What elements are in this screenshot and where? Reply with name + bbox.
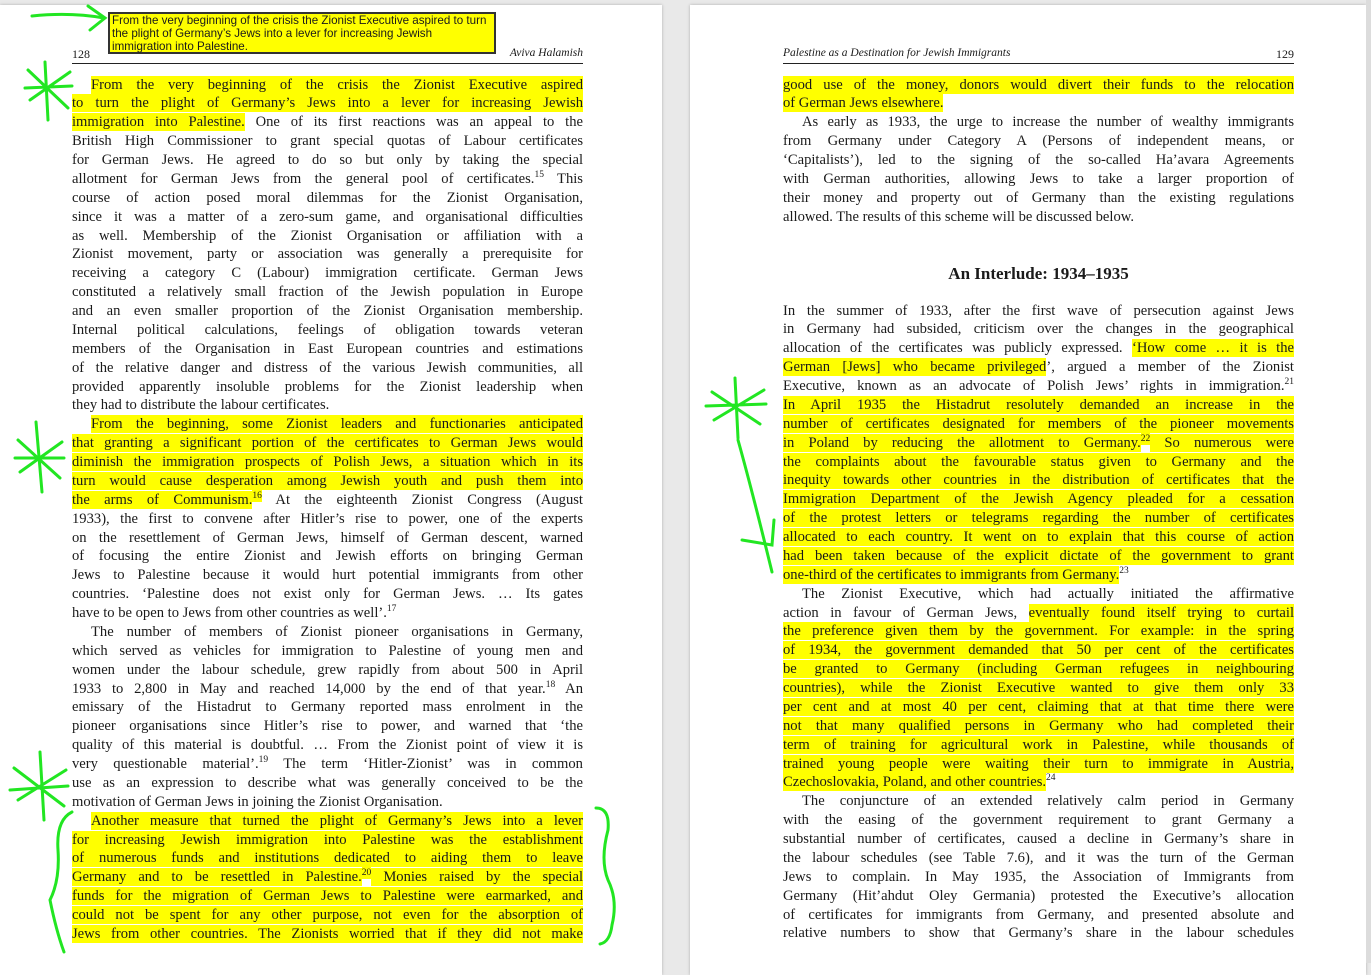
text-line (783, 660, 1294, 679)
text-line (783, 434, 1294, 453)
highlighted-text: So numerous were (1150, 434, 1294, 451)
text-segment: their money and property out of Germany than the existing regulations (783, 189, 1294, 206)
text-line (72, 151, 583, 170)
text-line (72, 717, 583, 736)
highlighted-text: per cent and at most 40 per cent, claiming that at that time there were (783, 698, 1294, 715)
text-line (72, 585, 583, 604)
text-segment: from Germany under Category A (Persons of independent means, or (783, 133, 1294, 150)
text-line (783, 320, 1294, 339)
text-line (72, 472, 583, 491)
text-line (783, 377, 1294, 396)
text-line (783, 547, 1294, 566)
text-line (72, 245, 583, 264)
text-line (783, 94, 1294, 113)
text-line (783, 679, 1294, 698)
text-line (783, 698, 1294, 717)
text-line (72, 566, 583, 585)
text-line (72, 831, 583, 850)
text-segment: constituted a relatively small fraction of the Jewish population in Europe (72, 284, 583, 301)
text-segment: since it was a matter of a zero-sum game, and organisational difficulties (72, 208, 583, 225)
text-line (72, 680, 583, 699)
text-line (783, 358, 1294, 377)
text-segment: allowed. The results of this scheme will be discussed below. (783, 208, 1134, 225)
text-segment: receiving a category C (Labour) immigration certificate. German Jews (72, 265, 583, 282)
text-line (783, 302, 1294, 321)
text-line (72, 340, 583, 359)
text-segment: use as an expression to describe what was generally conceived to be the (72, 774, 583, 791)
text-line (783, 189, 1294, 208)
highlighted-text: not that many qualified persons in Germany who had completed their (783, 717, 1294, 734)
text-segment: countries. ‘Palestine does not exist only for German Jews. … Its gates (72, 586, 583, 603)
running-head-title: Palestine as a Destination for Jewish Immigrants (783, 47, 1011, 59)
text-segment: members of the Organisation in East European countries and estimations (72, 340, 583, 357)
text-segment: Jews to Palestine because it would hurt potential immigrants from other (72, 567, 583, 584)
text-line (72, 887, 583, 906)
text-line (72, 321, 583, 340)
text-line (72, 227, 583, 246)
text-segment: in Germany had subsided, criticism over the changes in the geographical (783, 321, 1294, 338)
text-segment: and an even smaller proportion of the Zionist Organisation membership. (72, 303, 583, 319)
text-line (783, 830, 1294, 849)
text-line (783, 509, 1294, 528)
highlighted-text: could not be spent for any other purpose, not even for the absorption of (72, 907, 583, 923)
text-line (72, 736, 583, 755)
text-segment: with German authorities, allowing Jews to take a larger proportion of (783, 170, 1294, 187)
text-segment: ’, argued a member of the Zionist (1046, 359, 1294, 376)
text-line (72, 698, 583, 717)
footnote-ref[interactable]: 18 (545, 679, 556, 690)
highlighted-text: number of certificates designated for members of the pioneer movements (783, 415, 1294, 432)
highlighted-text: had been taken because of the explicit dictate of the government to grant (783, 547, 1294, 564)
text-segment: Zionist movement, party or association was generally a prerequisite for (72, 246, 583, 263)
highlighted-text: the complaints about the favourable status given to Germany and the (783, 453, 1294, 470)
highlighted-text: From the very beginning of the crisis the Zionist Executive aspired (91, 76, 583, 93)
highlighted-text: of 1934, the government demanded that 50 per cent of the certificates (783, 642, 1294, 659)
text-line (783, 736, 1294, 755)
text-segment: ‘Capitalists’), led to the signing of the so-called Ha’avara Agreements (783, 152, 1294, 168)
text-segment: Germany (Hit’ahdut Oley Germania) protested the Executive’s allocation (783, 887, 1294, 904)
text-segment: Internal political calculations, feelings of obligation towards veteran (72, 321, 583, 338)
text-line (72, 547, 583, 566)
annotation-note[interactable]: From the very beginning of the crisis the Zionist Executive aspired to turn the plight of Germany’s Jews into a lever for increasing Jewish immigration into Palestine. (108, 12, 496, 54)
highlighted-text: Germany and to be resettled in Palestine. (72, 869, 362, 886)
page-number: 128 (72, 47, 90, 61)
text-line (783, 755, 1294, 774)
page-number: 129 (1276, 47, 1294, 61)
text-line (783, 132, 1294, 151)
highlighted-text: countries), while the Zionist Executive wanted to give them only 33 (783, 680, 1294, 696)
text-line (783, 76, 1294, 95)
text-segment: The conjuncture of an extended relatively calm period in Germany (802, 793, 1294, 810)
highlighted-text: In April 1935 the Histadrut resolutely demanded an increase in the (783, 396, 1294, 413)
text-line (783, 396, 1294, 415)
text-line (72, 661, 583, 680)
text-line (783, 113, 1294, 132)
text-segment: course of action posed moral dilemmas for the Zionist Organisation, (72, 189, 583, 206)
text-line (72, 812, 583, 831)
highlighted-text: eventually found itself trying to curtail (1028, 604, 1294, 621)
text-line (72, 208, 583, 227)
text-line (783, 208, 1294, 227)
highlighted-text: to turn the plight of Germany’s Jews into a lever for increasing Jewish (72, 95, 583, 112)
text-line (783, 604, 1294, 623)
body-text (783, 76, 1294, 227)
footnote-ref[interactable]: 21 (1284, 377, 1294, 387)
text-segment: One of its first reactions was an appeal to the (244, 114, 583, 131)
text-line (72, 302, 583, 321)
text-segment: relative numbers to show that Germany’s share in the labour schedules (783, 925, 1294, 942)
highlighted-text: diminish the immigration prospects of Polish Jews, a situation which in its (72, 454, 583, 470)
text-line (72, 434, 583, 453)
text-line (72, 113, 583, 132)
text-segment: 1933), the first to convene after Hitler’s rise to power, one of the experts (72, 510, 583, 527)
highlighted-text: of numerous funds and institutions dedicated to aiding them to leave (72, 850, 583, 867)
text-line (783, 773, 1294, 792)
text-segment: have to be open to Jews from other countries as well’. (72, 605, 387, 621)
text-line (72, 849, 583, 868)
footnote-ref[interactable]: 23 (1119, 565, 1129, 576)
text-segment: the labour schedules (see Table 7.6), and it was the turn of the German (783, 849, 1294, 866)
text-line (783, 849, 1294, 868)
text-line (72, 868, 583, 887)
highlighted-text: be granted to Germany (including German refugees in neighbouring (783, 661, 1294, 678)
text-line (72, 491, 583, 510)
text-line (783, 868, 1294, 887)
text-segment: as well. Membership of the Zionist Organisation or affiliation with a (72, 227, 583, 244)
page-128 (0, 5, 662, 975)
section-heading: An Interlude: 1934–1935 (948, 264, 1129, 283)
text-line (783, 887, 1294, 906)
text-segment: pioneer organisations since Hitler’s rise to power, and warned that ‘the (72, 718, 583, 735)
text-segment: substantial number of certificates, caused a decline in Germany’s share in (783, 831, 1294, 847)
footnote-ref[interactable]: 22 (1140, 433, 1151, 444)
highlighted-text: Jews from other countries. The Zionists worried that if they did not make (72, 925, 583, 942)
text-segment: allotment for German Jews from the general pool of certificates. (72, 170, 535, 187)
body-text (783, 302, 1294, 944)
text-segment: with the easing of the government requirement to grant Germany a (783, 812, 1294, 829)
text-line (72, 906, 583, 925)
highlighted-text: turn would cause desperation among Jewish youth and push them into (72, 472, 583, 489)
text-segment: An (555, 680, 583, 697)
highlighted-text: for increasing Jewish immigration into Palestine was the establishment (72, 831, 583, 848)
text-segment: women under the labour schedule, grew rapidly from about 500 in April (72, 661, 583, 678)
highlighted-text: Czechoslovakia, Poland, and other countries. (783, 774, 1047, 791)
text-segment: This (543, 170, 583, 187)
text-segment: British High Commissioner to grant special quotas of Labour certificates (72, 133, 583, 150)
text-line (783, 170, 1294, 189)
text-line (783, 453, 1294, 472)
text-segment: As early as 1933, the urge to increase the number of wealthy immigrants (802, 114, 1294, 131)
running-head-title: Aviva Halamish (509, 47, 583, 59)
highlighted-text: the preference given them by the government. For example: in the spring (783, 623, 1294, 640)
text-segment: At the eighteenth Zionist Congress (August (261, 491, 583, 508)
highlighted-text: German [Jews] who became privileged (783, 359, 1047, 376)
text-segment: quality of this material is doubtful. … From the Zionist point of view it is (72, 737, 583, 754)
text-line (72, 359, 583, 378)
text-line (783, 585, 1294, 604)
text-line (72, 453, 583, 472)
text-line (72, 793, 583, 812)
text-line (72, 189, 583, 208)
text-line (783, 792, 1294, 811)
highlighted-text: one-third of the certificates to immigrants from Germany. (783, 566, 1120, 583)
text-line (72, 642, 583, 661)
body-text (72, 76, 583, 944)
text-segment: of the relative danger and distress of the various Jewish communities, all (72, 359, 583, 376)
text-line (783, 490, 1294, 509)
highlighted-text: From the beginning, some Zionist leaders and functionaries anticipated (91, 416, 583, 433)
text-segment: very questionable material’. (72, 756, 259, 772)
text-segment: on the resettlement of German Jews, himself of German descent, warned (72, 529, 583, 546)
text-line (72, 170, 583, 189)
highlighted-text: term of training for agricultural work in Palestine, while thousands of (783, 736, 1294, 753)
text-segment: they had to distribute the labour certificates. (72, 397, 330, 414)
text-line (72, 76, 583, 95)
text-line (72, 529, 583, 548)
text-segment: allocation of the certificates was publicly expressed. (783, 340, 1132, 357)
text-line (72, 378, 583, 397)
text-segment: Executive, known as an advocate of Polish Jews’ rights in immigration. (783, 378, 1285, 394)
scrollbar[interactable] (1366, 0, 1371, 963)
text-line (72, 94, 583, 113)
text-segment: In the summer of 1933, after the first wave of persecution against Jews (783, 302, 1294, 319)
text-line (72, 510, 583, 529)
text-line (783, 906, 1294, 925)
footnote-ref[interactable]: 16 (252, 490, 262, 501)
footnote-ref[interactable]: 24 (1046, 773, 1056, 784)
text-line (783, 566, 1294, 585)
text-segment: of focusing the entire Zionist and Jewish efforts on bringing German (72, 548, 583, 565)
text-line (783, 528, 1294, 547)
text-segment: The number of members of Zionist pioneer organisations in Germany, (91, 623, 583, 640)
highlighted-text: immigration into Palestine. (72, 114, 245, 131)
footnote-ref[interactable]: 19 (258, 755, 269, 765)
text-line (72, 604, 583, 623)
text-segment: of certificates for immigrants from Germany, and presented absolute and (783, 906, 1294, 923)
text-line (783, 641, 1294, 660)
text-segment: motivation of German Jews in joining the Zionist Organisation. (72, 793, 443, 810)
text-line (72, 755, 583, 774)
text-line (783, 622, 1294, 641)
footnote-ref[interactable]: 20 (361, 868, 372, 879)
highlighted-text: trained young people were waiting their turn to immigrate in Austria, (783, 755, 1294, 772)
highlighted-text: of German Jews elsewhere. (783, 95, 944, 112)
text-segment: for German Jews. He agreed to do so but only by taking the special (72, 152, 583, 168)
footnote-ref[interactable]: 15 (534, 169, 544, 180)
text-line (72, 925, 583, 944)
text-line (783, 339, 1294, 358)
text-segment: which served as vehicles for immigration to Palestine of young men and (72, 642, 583, 659)
text-segment: emissary of the Histadrut to Germany reported mass enrolment in the (72, 699, 583, 716)
text-line (783, 471, 1294, 490)
text-line (72, 283, 583, 302)
highlighted-text: that granting a significant portion of the certificates to German Jews would (72, 435, 583, 452)
text-line (783, 924, 1294, 943)
text-line (783, 811, 1294, 830)
text-segment: The term ‘Hitler-Zionist’ was in common (268, 756, 583, 772)
highlighted-text: Monies raised by the special (371, 869, 584, 886)
running-header (783, 47, 1294, 64)
text-line (783, 717, 1294, 736)
text-segment: provided apparently insoluble problems for the Zionist leadership when (72, 378, 583, 395)
page-129 (690, 5, 1366, 975)
highlighted-text: in Poland by reducing the allotment to Germany. (783, 434, 1141, 451)
highlighted-text: of the protest letters or telegrams regarding the number of certificates (783, 510, 1294, 527)
highlighted-text: Another measure that turned the plight of Germany’s Jews into a lever (91, 812, 583, 829)
text-segment: action in favour of German Jews, (783, 604, 1029, 621)
highlighted-text: ‘How come … it is the (1131, 340, 1294, 357)
highlighted-text: the arms of Communism. (72, 491, 253, 508)
highlighted-text: allocated to each country. It went on to explain that this course of action (783, 529, 1294, 545)
highlighted-text: inequity towards other countries in the distribution of certificates that the (783, 472, 1294, 489)
highlighted-text: funds for the migration of German Jews to Palestine were earmarked, and (72, 888, 583, 905)
text-segment: 1933 to 2,800 in May and reached 14,000 by the end of that year. (72, 680, 546, 697)
footnote-ref[interactable]: 17 (386, 604, 397, 614)
text-line (72, 264, 583, 283)
text-line (72, 396, 583, 415)
highlighted-text: Immigration Department of the Jewish Agency pleaded for a cessation (783, 491, 1294, 508)
text-line (72, 774, 583, 793)
text-line (783, 151, 1294, 170)
highlighted-text: good use of the money, donors would divert their funds to the relocation (783, 76, 1294, 93)
text-line (72, 132, 583, 151)
text-line (783, 415, 1294, 434)
text-line (72, 415, 583, 434)
text-line (72, 623, 583, 642)
text-segment: The Zionist Executive, which had actually initiated the affirmative (802, 585, 1294, 602)
text-segment: Jews to complain. In May 1935, the Association of Immigrants from (783, 868, 1294, 885)
